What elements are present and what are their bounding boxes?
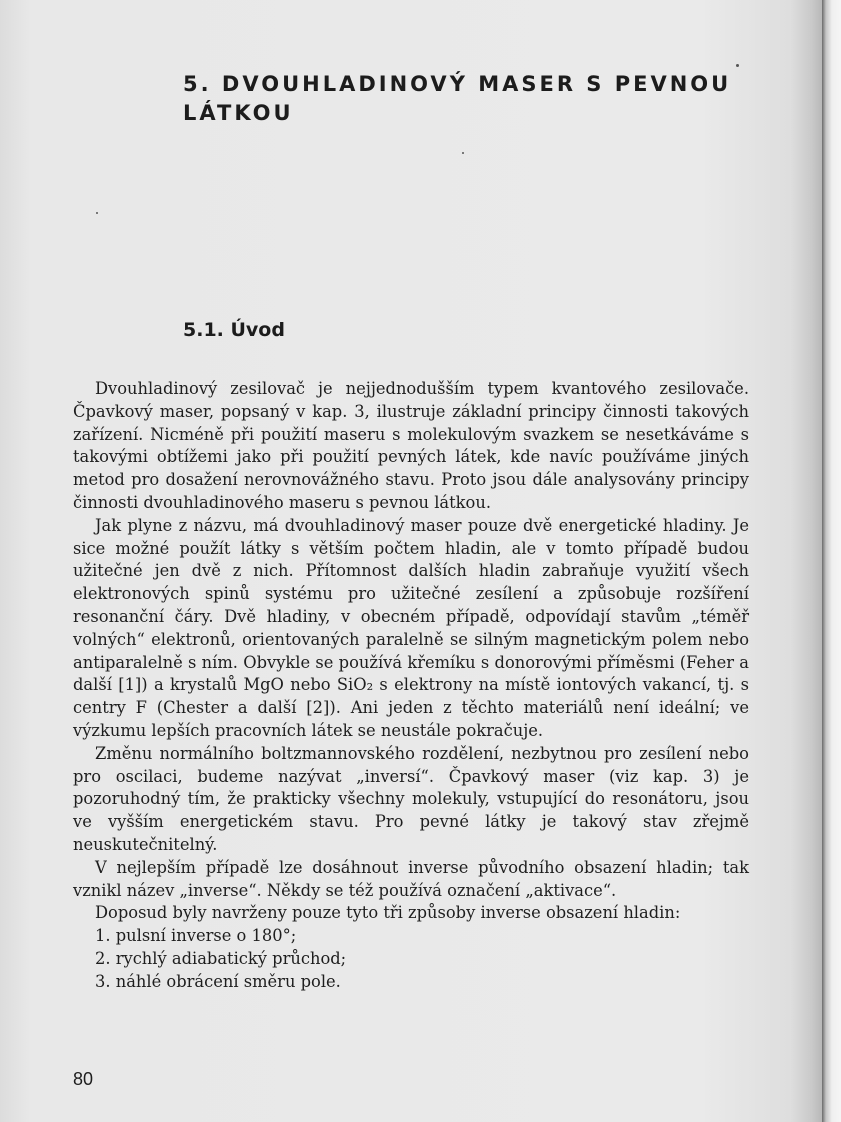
paragraph-levels: Jak plyne z názvu, má dvouhladinový maser pouze dvě energetické hladiny. Je sice možné použít látky s větším počtem hladin, ale v tomto případě budou užitečné jen dvě z nich. Přítomnost dalších hladin zabraňuje využití všech elektronových spinů systému pro užitečné zesílení a způsobuje rozšíření resonanční čáry. Dvě hladiny, v obecném případě, odpovídají stavům „téměř volných“ elektronů, orientovaných paralelně se silným magnetickým polem nebo antiparalelně s ním. Obvykle se používá křemíku s donorovými příměsmi (Feher a další [1]) a krystalů MgO nebo SiO₂ s elektrony na místě iontových vakancí, tj. s centry F (Chester a další [2]). Ani jeden z těchto materiálů není ideální; ve výzkumu lepších pracovních látek se neustále pokračuje. bbox=[73, 515, 749, 740]
paragraph-inversion: Změnu normálního boltzmannovského rozdělení, nezbytnou pro zesílení nebo pro oscilaci, budeme nazývat „inversí“. Čpavkový maser (viz kap. 3) je pozoruhodný tím, že prakticky všechny molekuly, vstupující do resonátoru, jsou ve vyšším energetickém stavu. Pro pevné látky je takový stav zřejmě neuskutečnitelný. bbox=[73, 743, 749, 854]
chapter-title bbox=[183, 70, 743, 128]
paragraph-best-case: V nejlepším případě lze dosáhnout inverse původního obsazení hladin; tak vznikl název „inverse“. Někdy se též používá označení „aktivace“. bbox=[73, 857, 749, 900]
print-speck bbox=[462, 152, 464, 154]
section-title: 5.1. Úvod bbox=[183, 319, 285, 341]
print-speck bbox=[736, 64, 739, 67]
page-gutter-edge bbox=[822, 0, 841, 1122]
paragraph-intro: Dvouhladinový zesilovač je nejjednodušším typem kvantového zesilovače. Čpavkový maser, popsaný v kap. 3, ilustruje základní principy činnosti takových zařízení. Nicméně při použití maseru s molekulovým svazkem se nesetkáváme s takovými obtížemi jako při použití pevných látek, kde navíc používáme jiných metod pro dosažení nerovnovážného stavu. Proto jsou dále analysovány principy činnosti dvouhladinového maseru s pevnou látkou. bbox=[73, 379, 749, 512]
print-speck bbox=[96, 212, 98, 214]
list-item: 2. rychlý adiabatický průchod; bbox=[95, 948, 347, 968]
list-item: 3. náhlé obrácení směru pole. bbox=[95, 971, 341, 991]
chapter-title-line-1: 5. DVOUHLADINOVÝ MASER S PEVNOU bbox=[183, 72, 732, 96]
list-item: 1. pulsní inverse o 180°; bbox=[95, 926, 297, 946]
methods-list bbox=[73, 925, 749, 993]
paragraph-methods: Doposud byly navrženy pouze tyto tři způsoby inverse obsazení hladin: bbox=[95, 903, 681, 923]
body-text bbox=[73, 378, 749, 994]
page-number: 80 bbox=[73, 1069, 94, 1089]
chapter-title-line-2: LÁTKOU bbox=[183, 101, 294, 125]
